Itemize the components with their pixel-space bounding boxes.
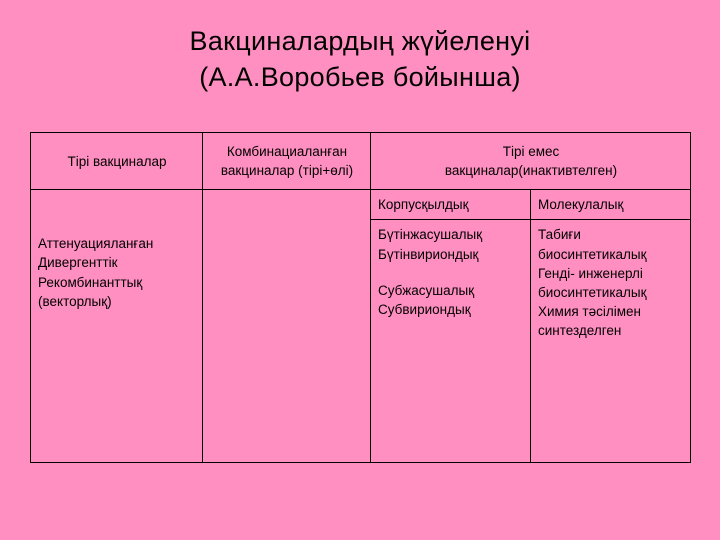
molecular-subtype-5: Химия тәсілімен (538, 304, 641, 320)
corpuscular-subtype-2: Бүтінвириондық (378, 246, 479, 262)
molecular-subtype-4: биосинтетикалық (538, 284, 647, 300)
table-header-row (31, 133, 691, 190)
cell-corpuscular (371, 190, 531, 220)
corpuscular-subtype-3: Субжасушалық (378, 282, 475, 298)
cell-combined-vaccines-empty (203, 190, 371, 463)
live-type-3: Рекомбинанттық (38, 274, 143, 290)
header-combined-vaccines (203, 133, 371, 190)
cell-molecular-subtypes (531, 220, 691, 463)
live-type-1: Аттенуацияланған (38, 236, 154, 252)
corpuscular-label: Корпусқылдық (378, 197, 469, 213)
table-row (31, 190, 691, 220)
header-combined-vaccines-line-2: вакциналар (тірі+өлі) (220, 163, 354, 179)
cell-molecular (531, 190, 691, 220)
molecular-subtype-2: биосинтетикалық (538, 246, 647, 262)
header-live-vaccines-line-1: Тірі вакциналар (67, 153, 167, 169)
molecular-subtype-3: Генді- инженерлі (538, 265, 643, 281)
corpuscular-subtype-1: Бүтінжасушалық (378, 227, 483, 243)
molecular-subtype-1: Табиғи (538, 227, 581, 243)
header-combined-vaccines-line-1: Комбинациаланған (226, 144, 348, 159)
header-inactivated-vaccines-line-1: Тірі емес (502, 144, 560, 159)
spacer (378, 264, 524, 281)
page-title (0, 0, 720, 95)
molecular-subtype-6: синтезделген (538, 323, 622, 339)
live-type-4: (векторлық) (38, 293, 112, 309)
cell-live-vaccine-types (31, 190, 203, 463)
molecular-label: Молекулалық (538, 197, 624, 213)
cell-corpuscular-subtypes (371, 220, 531, 463)
vaccine-classification-table (30, 132, 690, 463)
header-inactivated-vaccines (371, 133, 691, 190)
corpuscular-subtype-4: Субвириондық (378, 301, 471, 317)
title-line-2: (А.А.Воробьев бойынша) (199, 61, 521, 92)
title-line-1: Вакциналардың жүйеленуі (189, 26, 531, 56)
header-inactivated-vaccines-line-2: вакциналар(инактивтелген) (444, 163, 618, 179)
header-live-vaccines (31, 133, 203, 190)
live-type-2: Дивергенттік (38, 255, 118, 271)
